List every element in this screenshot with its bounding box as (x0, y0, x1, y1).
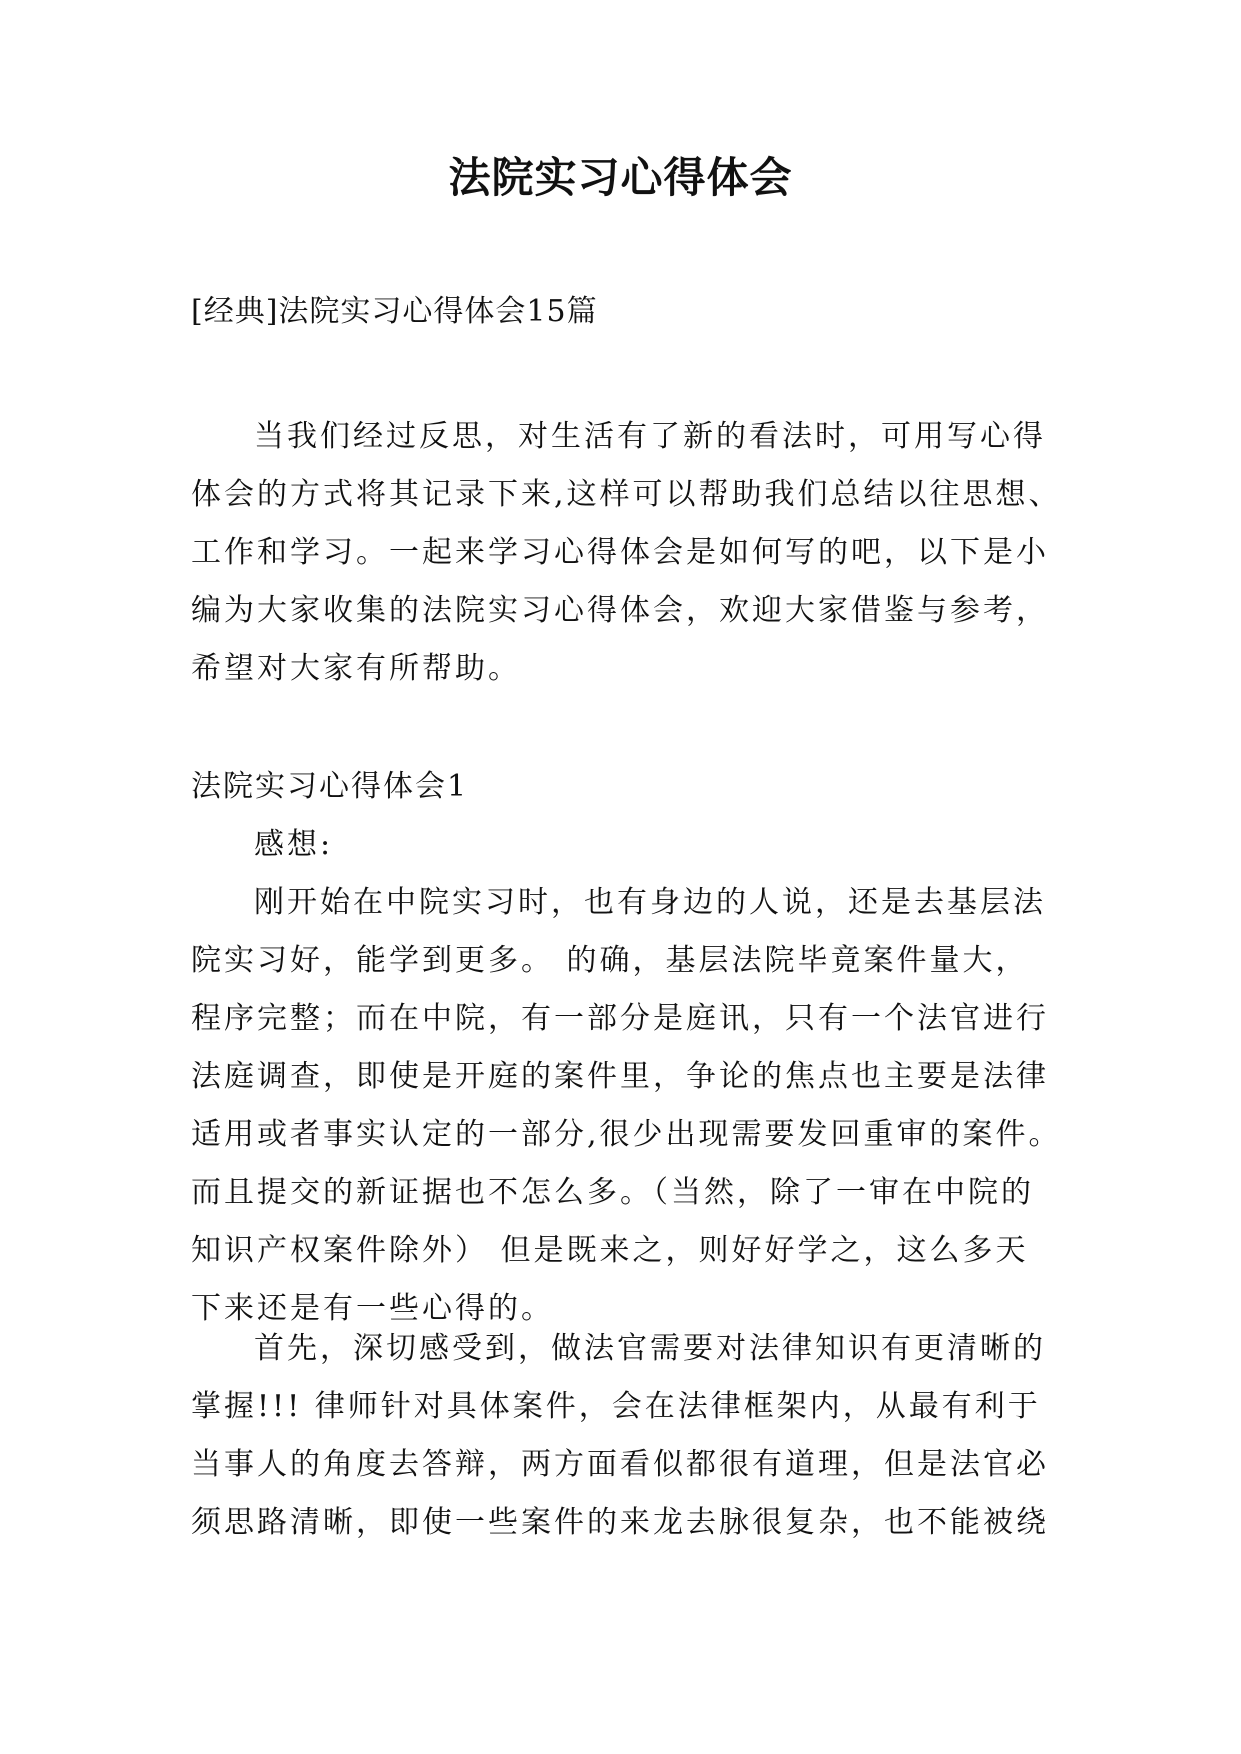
paragraph-line: 感想: (254, 827, 334, 862)
paragraph-line: 希望对大家有所帮助。 (191, 651, 521, 686)
section-heading: 法院实习心得体会1 (191, 769, 469, 804)
page-title: 法院实习心得体会 (448, 153, 793, 202)
paragraph-line: 当我们经过反思，对生活有了新的看法时，可用写心得 (254, 419, 1046, 454)
second-paragraph (191, 1320, 1051, 1552)
paragraph-line: 院实习好，能学到更多。 的确，基层法院毕竟案件量大， (191, 943, 1029, 978)
intro-paragraph (191, 408, 1062, 698)
paragraph-line: 程序完整；而在中院，有一部分是庭讯，只有一个法官进行 (191, 1001, 1049, 1036)
paragraph-line: 知识产权案件除外） 但是既来之，则好好学之，这么多天 (191, 1233, 1029, 1268)
paragraph-line: 下来还是有一些心得的。 (191, 1291, 554, 1326)
paragraph-line: 法庭调查，即使是开庭的案件里，争论的焦点也主要是法律 (191, 1059, 1049, 1094)
paragraph-line: 掌握!!! 律师针对具体案件，会在法律框架内，从最有利于 (191, 1389, 1041, 1424)
paragraph-line: 刚开始在中院实习时，也有身边的人说，还是去基层法 (254, 885, 1046, 920)
paragraph-line: 工作和学习。一起来学习心得体会是如何写的吧，以下是小 (191, 535, 1049, 570)
paragraph-line: 首先，深切感受到，做法官需要对法律知识有更清晰的 (254, 1331, 1046, 1366)
paragraph-line: 编为大家收集的法院实习心得体会，欢迎大家借鉴与参考， (191, 593, 1049, 628)
paragraph-line: 体会的方式将其记录下来,这样可以帮助我们总结以往思想、 (191, 477, 1062, 512)
paragraph-line: 当事人的角度去答辩，两方面看似都很有道理，但是法官必 (191, 1447, 1049, 1482)
paragraph-line: 须思路清晰，即使一些案件的来龙去脉很复杂，也不能被绕 (191, 1505, 1049, 1540)
paragraph-line: 而且提交的新证据也不怎么多。（当然，除了一审在中院的 (191, 1175, 1034, 1210)
document-subtitle: [经典]法院实习心得体会15篇 (191, 294, 598, 329)
section-paragraph (191, 816, 1062, 1338)
paragraph-line: 适用或者事实认定的一部分,很少出现需要发回重审的案件。 (191, 1117, 1062, 1152)
